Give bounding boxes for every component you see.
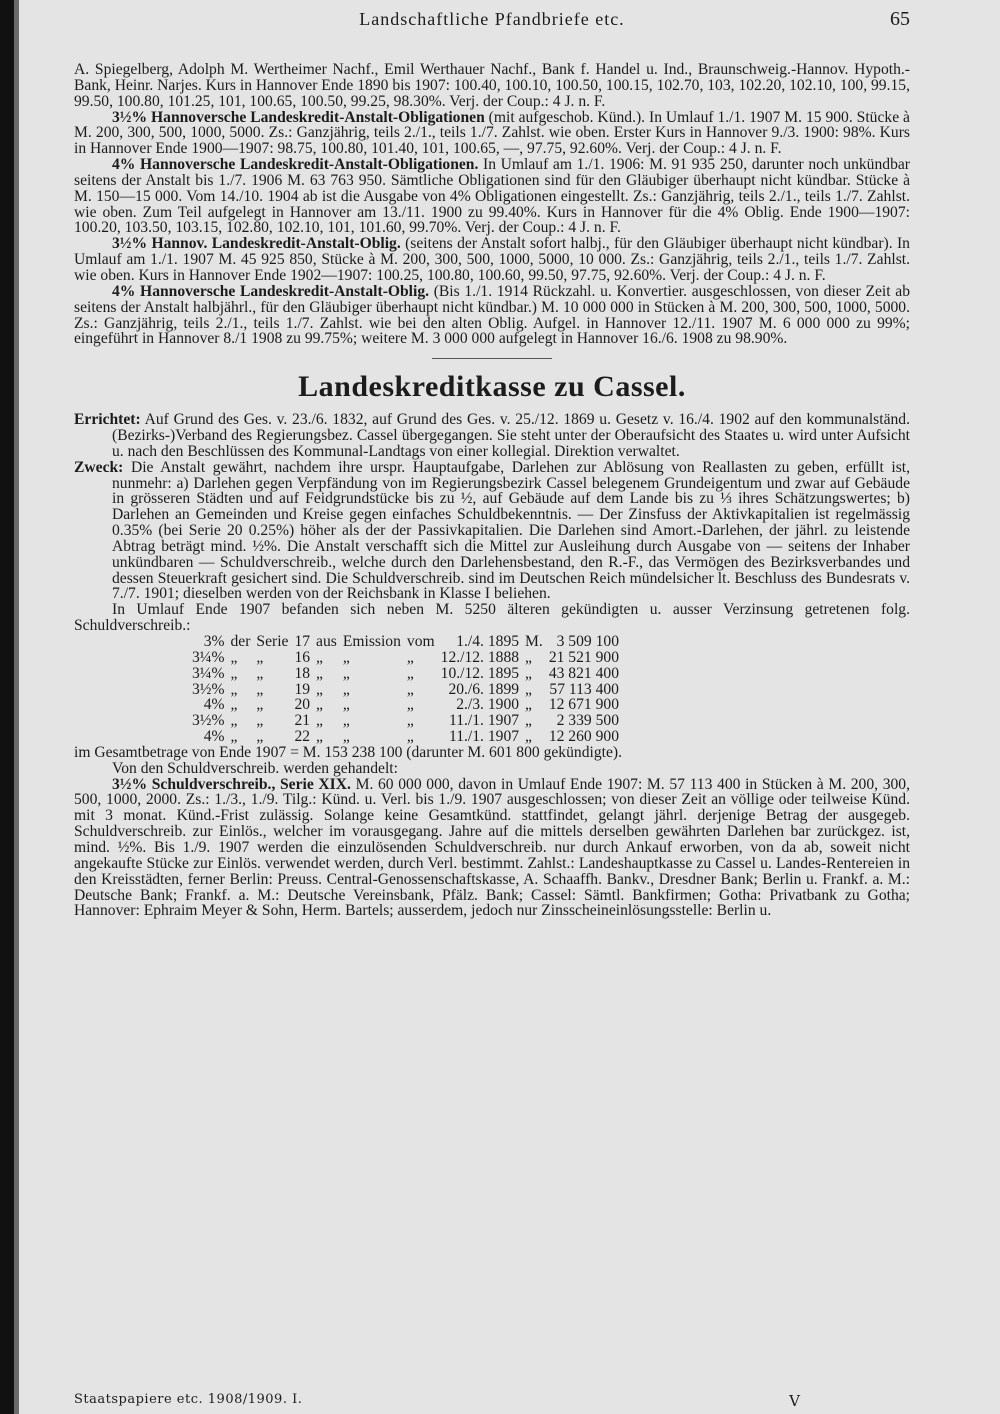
series-cell-amount: 43 821 400 [548,664,619,682]
series-cell-date: 1./4. 1895 [456,633,520,650]
entry-heading-5: 4% Hannoversche Landeskredit-Anstalt-Oblig. [112,282,430,300]
zweck-text: Die Anstalt gewährt, nachdem ihre urspr. Hauptaufgabe, Darlehen zur Ablösung von Reallasten zu geben, erfüllt ist, nunmehr: a) Darlehen gegen Verpfändung von im Regierungsbezirk Cassel belegenem Grundeigentum und zwar auf Gebäude in grösseren Städten und auf Feidgrundstücke bis zu ½, auf Gebäude auf dem Lande bis zu ⅓ ihres Schätzungswertes; b) Darlehen an Gemeinden und Kreise gegen einfaches Schuldbekenntnis. — Der Zinsfuss der Aktivkapitalien ist regelmässig 0.35% (bei Serie 20 0.25%) höher als der der Passivkapitalien. Die Darlehen sind Amort.-Darlehen, der jährl. zu leistende Abtrag beträgt mind. ½%. Die Anstalt verschafft sich die Mittel zur Ausleihung durch Ausgabe von — seitens der Inhaber unkündbaren — Schuldverschreib., welche durch den Darlehensbestand, den R.-F., das Vermögen des Bezirksverbandes und dessen Steuerkraft gesichert sind. Die Schuldverschreib. sind im Deutschen Reich mündelsicher lt. Beschluss des Bundesrats v. 7./7. 1901; dieselben werden von der Reichsbank in Klasse I beliehen. [112,458,910,603]
series-cell-a2: „ [342,664,350,682]
series-cell-amount: 3 509 100 [556,633,619,650]
series-cell-date: 10./12. 1895 [440,664,520,682]
running-header [74,8,910,38]
entry-paragraph-5 [74,284,910,347]
series-cell-a1: „ [316,664,323,682]
entry-text-2: (mit aufgeschob. Künd.). In Umlauf 1./1. 1907 M. 15 900. Stücke à M. 200, 300, 500, 1000, 5000. Zs.: Ganzjährig, teils 2./1., teils 1./7. Zahlst. wie oben. Erster Kurs in Hannover 9./3. 1900: 98%. Kurs in Hannover Ende 1900—1907: 98.75, 100.80, 101.40, 101, 100.65, —, 97.75, 92.60%. Verj. der Coup.: 4 J. n. F. [74,108,910,158]
page-footer [74,1392,910,1410]
entry-heading-2: 3½% Hannoversche Landeskredit-Anstalt-Obligationen [112,108,485,126]
entry-paragraph-1: A. Spiegelberg, Adolph M. Wertheimer Nachf., Emil Werthauer Nachf., Bank f. Handel u. Ind., Braunschweig.-Hannov. Hypoth.-Bank, Heinr. Narjes. Kurs in Hannover Ende 1890 bis 1907: 100.40, 100.10, 100.50, 100.15, 102.70, 103, 102.20, 102.10, 100, 99.15, 99.50, 100.80, 101.25, 101, 100.65, 100.50, 99.25, 98.30%. Verj. der Coup.: 4 J. n. F. [74,61,910,110]
umlauf-intro: In Umlauf Ende 1907 befanden sich neben M. 5250 älteren gekündigten u. ausser Verzinsung getretenen folg. Schuldverschreib.: [74,601,910,635]
entry-paragraph-4 [74,236,910,284]
series-row [192,666,625,682]
series-cell-rate: 3½% [192,712,225,730]
entry-heading-4: 3½% Hannov. Landeskredit-Anstalt-Oblig. [112,235,401,253]
series-cell-date: 20./6. 1899 [448,680,520,698]
series-cell-num: 22 [294,728,311,746]
series-cell-num: 16 [294,648,311,666]
page-binding-shadow [14,0,19,1414]
series-cell-rate: 3% [203,633,225,650]
series-cell-a3: „ [406,728,414,746]
series-cell-m: „ [525,712,532,730]
series-cell-m: M. [525,633,543,650]
series-cell-a3: „ [406,696,414,714]
series-cell-a3: „ [406,664,414,682]
series-row [192,729,625,745]
series-cell-s1: „ [230,712,238,730]
serie-xix-heading: 3½% Schuldverschreib., Serie XIX. [112,775,351,793]
series-cell-a1: „ [316,728,323,746]
series-cell-date: 11./1. 1907 [449,712,520,730]
series-cell-a3: „ [406,648,414,666]
series-cell-date: 11./1. 1907 [449,728,520,746]
entry-paragraph-2 [74,110,910,158]
series-cell-a1: „ [316,696,323,714]
series-row [192,697,625,713]
series-cell-a3: „ [406,680,414,698]
series-cell-num: 20 [294,696,311,714]
series-cell-a2: „ [342,680,350,698]
entry-heading-3: 4% Hannoversche Landeskredit-Anstalt-Obligationen. [112,156,479,174]
series-cell-s1: der [230,633,251,650]
series-cell-amount: 12 671 900 [548,696,619,714]
series-cell-s1: „ [230,648,238,666]
series-cell-rate: 4% [203,696,225,714]
errichtet-label: Errichtet: [74,411,141,429]
series-cell-a2: „ [342,696,350,714]
serie-xix-paragraph [74,777,910,920]
series-cell-s2: „ [256,664,264,682]
entry-text-4: (seitens der Anstalt sofort halbj., für den Gläubiger überhaupt nicht kündbar). In Umlauf am 1./1. 1907 M. 45 925 850, Stücke à M. 200, 300, 500, 1000, 5000, 10 000. Zs.: Ganzjährig, teils 2./1., teils 1./7. Zahlst. wie oben. Kurs in Hannover Ende 1902—1907: 100.25, 100.80, 100.60, 99.50, 97.75, 92.60%. Verj. der Coup.: 4 J. n. F. [74,235,910,284]
series-cell-a2: „ [342,648,350,666]
series-cell-a3: vom [406,633,435,650]
series-cell-m: „ [525,664,532,682]
series-cell-amount: 2 339 500 [556,712,619,730]
behandelt-line: Von den Schuldverschreib. werden gehandelt: [112,759,398,777]
series-cell-s2: „ [256,648,264,666]
series-cell-a3: „ [406,712,414,730]
series-cell-m: „ [525,728,532,746]
entry-text-5: (Bis 1./1. 1914 Rückzahl. u. Konvertier. ausgeschlossen, von dieser Zeit ab seitens der Anstalt halbjährl., für den Gläubiger überhaupt nicht kündbar.) M. 10 000 000 in Stücken à M. 200, 300, 500, 1000, 5000. Zs.: Ganzjährig, teils 2./1., teils 1./7. Zahlst. wie bei den alten Oblig. Aufgel. in Hannover 12./11. 1907 M. 6 000 000 zu 99%; eingeführt in Hannover 8./1 1908 zu 99.75%; weitere M. 3 000 000 aufgelegt in Hannover 16./6. 1908 zu 98.90%. [74,282,910,348]
section-divider [432,358,552,359]
series-cell-m: „ [525,696,532,714]
page-number: 65 [890,8,910,30]
series-table [192,634,625,745]
series-cell-s1: „ [230,728,238,746]
series-cell-s1: „ [230,696,238,714]
series-cell-a1: „ [316,712,323,730]
total-line: im Gesamtbetrage von Ende 1907 = M. 153 238 100 (darunter M. 601 800 gekündigte). [74,743,622,761]
series-cell-date: 12./12. 1888 [440,648,520,666]
zweck-label: Zweck: [74,458,124,476]
series-cell-s2: „ [256,728,264,746]
series-cell-rate: 3¼% [192,664,225,682]
entry-text-3: In Umlauf am 1./1. 1906: M. 91 935 250, darunter noch unkündbar seitens der Anstalt bis 1./7. 1906 M. 63 763 950. Sämtliche Obligationen sind für den Gläubiger überhaupt nicht kündbar. Stücke à M. 150—15 000. Vom 14./10. 1904 ab ist die Ausgabe von 4% Obligationen eingestellt. Zs.: Ganzjährig, teils 2./1., teils 1./7. Zahlst. wie oben. Zum Teil aufgelegt in Hannover am 13./11. 1900 zu 99.40%. Kurs in Hannover für die 4% Oblig. Ende 1900—1907: 100.20, 103.50, 103.15, 102.80, 102.10, 101, 101.60, 99.70%. Verj. der Coup.: 4 J. n. F. [74,156,910,237]
series-cell-num: 17 [294,633,311,650]
section-title: Landeskreditkasse zu Cassel. [298,370,686,404]
series-cell-a2: „ [342,712,350,730]
series-cell-num: 21 [294,712,311,730]
series-cell-s2: Serie [256,633,289,650]
series-row [192,650,625,666]
series-cell-amount: 12 260 900 [548,728,619,746]
series-cell-s2: „ [256,712,264,730]
series-cell-rate: 3¼% [192,648,225,666]
page-body [74,62,910,919]
series-cell-m: „ [525,648,532,666]
entry-paragraph-3 [74,157,910,236]
series-cell-a1: „ [316,648,323,666]
zweck-paragraph [74,460,910,603]
footer-sheet-mark: V [789,1392,800,1410]
series-cell-date: 2./3. 1900 [456,696,520,714]
series-cell-num: 19 [294,680,311,698]
series-cell-s2: „ [256,696,264,714]
serie-xix-text: M. 60 000 000, davon in Umlauf Ende 1907: M. 57 113 400 in Stücken à M. 200, 300, 500, 1000, 2000. Zs.: 1./3., 1./9. Tilg.: Künd. u. Verl. bis 1./9. 1907 ausgeschlossen; von dieser Zeit an völlige oder teilweise Künd. mit 3 monat. Künd.-Frist zulässig. Solange keine Gesamtkünd. stattfindet, gelangt jährl. derjenige Betrag der ausgegeb. Schuldverschreib. zur Einlös., welcher im vorausgegang. Jahre auf die mittels derselben gewährten Darlehen bar zurückgez. ist, mind. ½%. Bis 1./9. 1907 werden die einzulösenden Schuldverschreib. nur durch Ankauf erworben, von da ab, soweit nicht angekaufte Stücke zur Einlös. verwendet werden, durch Verl. bestimmt. Zahlst.: Landeshauptkasse zu Cassel u. Landes-Rentereien in den Kreisstädten, ferner Berlin: Preuss. Central-Genossenschaftskasse, A. Schaaffh. Bankv., Dresdner Bank; Berlin u. Frankf. a. M.: Deutsche Bank; Frankf. a. M.: Deutsche Vereinsbank, Pfälz. Bank; Cassel: Sämtl. Bankfirmen; Gotha: Privatbank zu Gotha; Hannover: Ephraim Meyer & Sohn, Herm. Bartels; ausserdem, jedoch nur Zinsscheineinlösungsstelle: Berlin u. [74,775,910,920]
series-cell-s1: „ [230,680,238,698]
series-cell-m: „ [525,680,532,698]
errichtet-paragraph [74,412,910,460]
series-row [192,682,625,698]
series-cell-a1: aus [316,633,337,650]
series-cell-a1: „ [316,680,323,698]
errichtet-text: Auf Grund des Ges. v. 23./6. 1832, auf Grund des Ges. v. 25./12. 1869 u. Gesetz v. 16./4. 1902 auf den kommunalständ. (Bezirks-)Verband des Regierungsbez. Cassel übergegangen. Sie steht unter der Oberaufsicht des Staates u. wird unter Aufsicht u. nach den Beschlüssen des Kommunal-Landtags von einer kollegial. Direktion verwaltet. [112,411,910,460]
series-cell-rate: 4% [203,728,225,746]
series-cell-amount: 21 521 900 [548,648,619,666]
series-cell-amount: 57 113 400 [549,680,619,698]
series-row [192,713,625,729]
series-cell-a2: Emission [342,633,401,650]
running-header-title: Landschaftliche Pfandbriefe etc. [359,9,625,29]
series-row [192,634,625,650]
series-cell-a2: „ [342,728,350,746]
series-cell-num: 18 [294,664,311,682]
series-cell-rate: 3½% [192,680,225,698]
footer-signature-line: Staatspapiere etc. 1908/1909. I. [74,1392,303,1407]
series-cell-s1: „ [230,664,238,682]
series-cell-s2: „ [256,680,264,698]
